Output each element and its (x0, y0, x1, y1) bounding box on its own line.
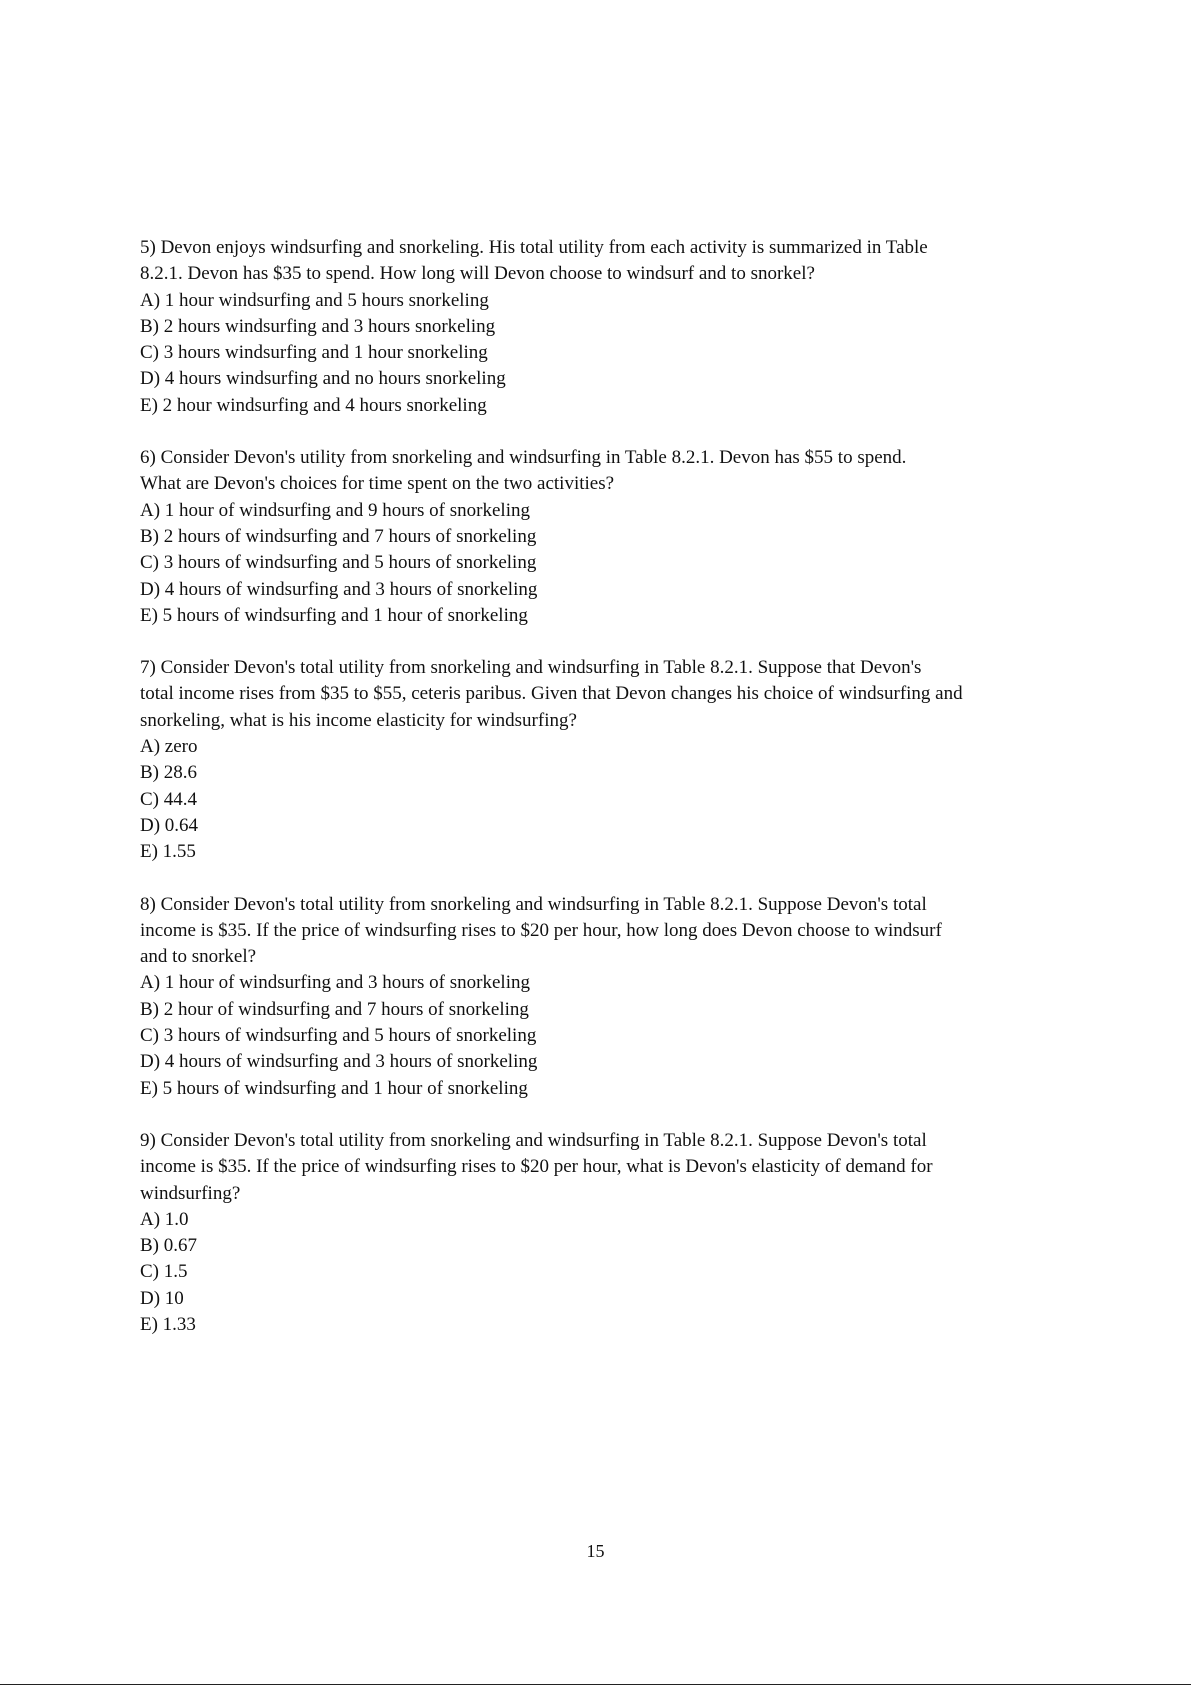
question-6 (140, 445, 1020, 629)
question-5-stem-line-1: 5) Devon enjoys windsurfing and snorkeling. His total utility from each activity is summarized in Table (140, 237, 928, 258)
question-8-stem-line-1: 8) Consider Devon's total utility from snorkeling and windsurfing in Table 8.2.1. Suppose Devon's total (140, 893, 927, 915)
question-5-option-b: B) 2 hours windsurfing and 3 hours snorkeling (140, 315, 496, 337)
question-6-option-a: A) 1 hour of windsurfing and 9 hours of snorkeling (140, 499, 530, 521)
question-6-option-d: D) 4 hours of windsurfing and 3 hours of snorkeling (140, 578, 538, 600)
question-7-option-c: C) 44.4 (140, 788, 197, 810)
question-9-option-a: A) 1.0 (140, 1208, 189, 1230)
question-9-option-d: D) 10 (140, 1287, 184, 1309)
question-8-stem-line-2: income is $35. If the price of windsurfing rises to $20 per hour, how long does Devon choose to windsurf (140, 919, 942, 941)
question-7-stem-line-2: total income rises from $35 to $55, ceteris paribus. Given that Devon changes his choice of windsurfing and (140, 683, 963, 705)
question-5-option-d: D) 4 hours windsurfing and no hours snorkeling (140, 368, 506, 390)
question-8-option-d: D) 4 hours of windsurfing and 3 hours of snorkeling (140, 1051, 538, 1073)
question-5 (140, 235, 1020, 419)
question-6-option-e: E) 5 hours of windsurfing and 1 hour of snorkeling (140, 604, 528, 626)
question-7-stem-line-1: 7) Consider Devon's total utility from snorkeling and windsurfing in Table 8.2.1. Suppose that Devon's (140, 657, 922, 679)
question-9-stem-line-2: income is $35. If the price of windsurfing rises to $20 per hour, what is Devon's elasticity of demand for (140, 1156, 933, 1178)
question-7-option-b: B) 28.6 (140, 762, 197, 784)
question-9-option-e: E) 1.33 (140, 1313, 196, 1335)
question-9-stem-line-1: 9) Consider Devon's total utility from snorkeling and windsurfing in Table 8.2.1. Suppose Devon's total (140, 1129, 927, 1151)
question-8-option-b: B) 2 hour of windsurfing and 7 hours of snorkeling (140, 998, 529, 1020)
question-5-option-c: C) 3 hours windsurfing and 1 hour snorkeling (140, 342, 488, 364)
question-7-option-a: A) zero (140, 736, 198, 758)
question-6-option-c: C) 3 hours of windsurfing and 5 hours of snorkeling (140, 552, 537, 574)
question-8-option-a: A) 1 hour of windsurfing and 3 hours of snorkeling (140, 972, 530, 994)
question-8-stem-line-3: and to snorkel? (140, 946, 257, 968)
question-6-option-b: B) 2 hours of windsurfing and 7 hours of snorkeling (140, 525, 537, 547)
question-9-option-c: C) 1.5 (140, 1261, 188, 1283)
question-7-option-e: E) 1.55 (140, 841, 196, 863)
question-9 (140, 1128, 1020, 1338)
question-5-option-a: A) 1 hour windsurfing and 5 hours snorkeling (140, 289, 489, 311)
question-5-option-e: E) 2 hour windsurfing and 4 hours snorkeling (140, 394, 487, 416)
question-8 (140, 892, 1020, 1102)
question-6-stem-line-1: 6) Consider Devon's utility from snorkeling and windsurfing in Table 8.2.1. Devon has $55 to spend. (140, 447, 907, 469)
question-7-stem-line-3: snorkeling, what is his income elasticity for windsurfing? (140, 709, 577, 731)
question-8-option-e: E) 5 hours of windsurfing and 1 hour of snorkeling (140, 1077, 528, 1099)
question-9-stem-line-3: windsurfing? (140, 1182, 241, 1204)
question-5-stem-line-2: 8.2.1. Devon has $35 to spend. How long will Devon choose to windsurf and to snorkel? (140, 263, 815, 285)
page-number: 15 (586, 1541, 605, 1561)
question-6-stem-line-2: What are Devon's choices for time spent on the two activities? (140, 473, 615, 495)
question-list (140, 235, 1020, 1338)
question-8-option-c: C) 3 hours of windsurfing and 5 hours of snorkeling (140, 1025, 537, 1047)
question-7 (140, 655, 1020, 865)
question-7-option-d: D) 0.64 (140, 814, 199, 836)
question-9-option-b: B) 0.67 (140, 1235, 197, 1257)
